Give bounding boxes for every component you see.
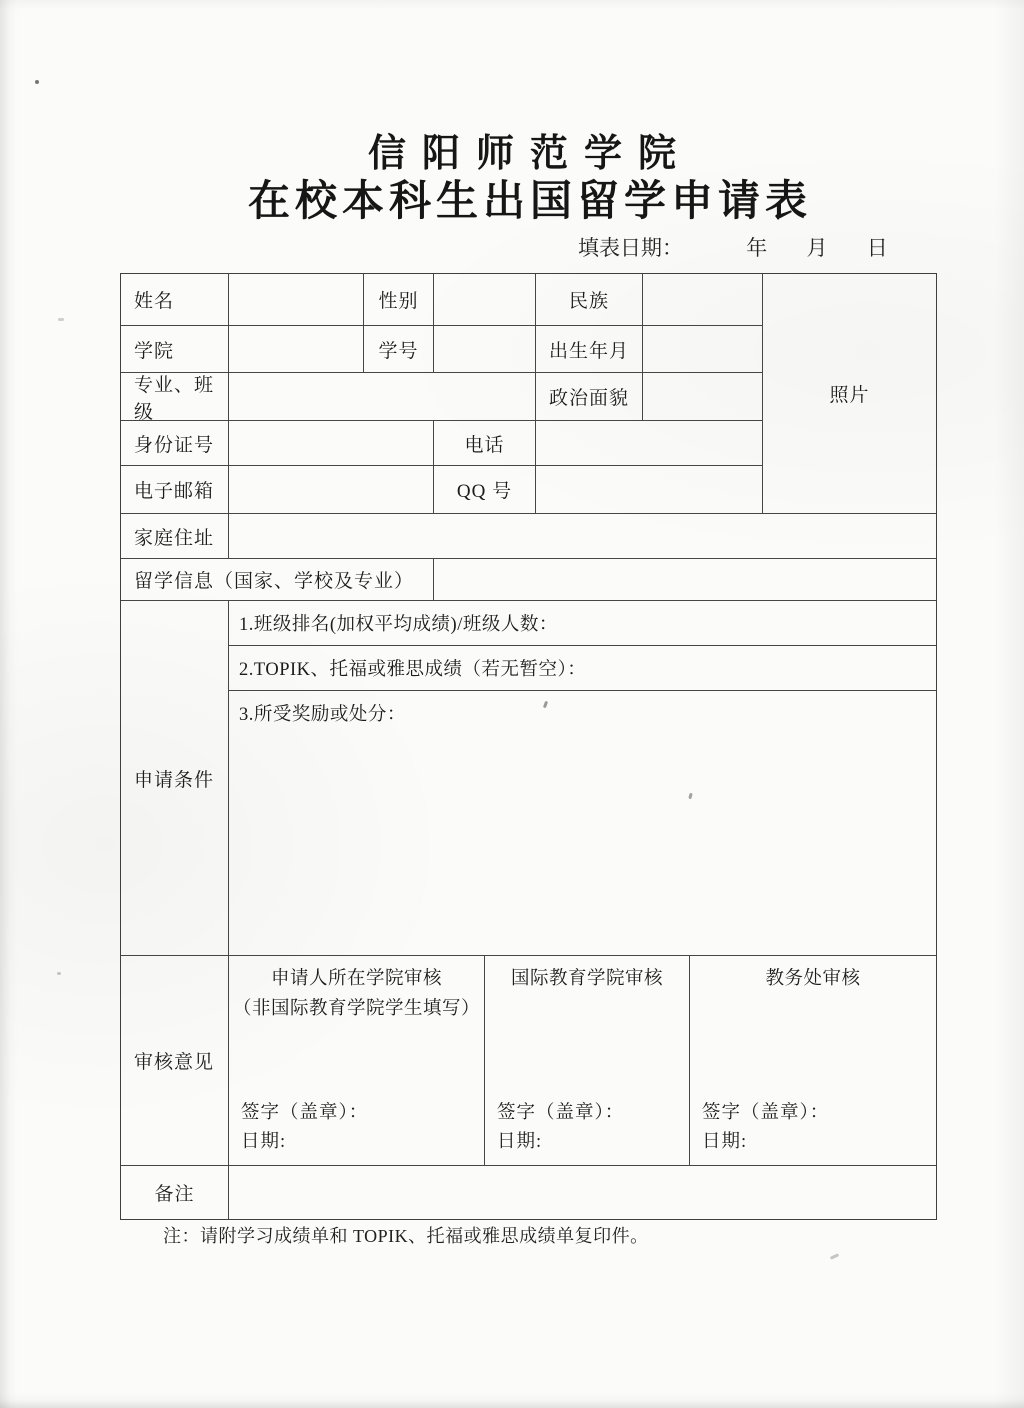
student-id-label-cell: 学号	[364, 326, 434, 373]
review-label-cell: 审核意见	[121, 956, 229, 1166]
condition-item-1: 1.班级排名(加权平均成绩)/班级人数：	[229, 601, 936, 646]
date-year-label: 年	[746, 236, 768, 260]
college-label-cell: 学院	[121, 326, 229, 373]
date-month-label: 月	[806, 236, 828, 260]
form-subtitle: 在校本科生出国留学申请表	[247, 179, 812, 225]
fill-date-label: 填表日期：	[578, 236, 683, 260]
scan-artifact-dot	[830, 1253, 839, 1260]
form-title: 信阳师范学院	[367, 133, 692, 175]
remarks-label-cell: 备注	[121, 1166, 229, 1219]
ethnicity-label-cell: 民族	[536, 274, 643, 326]
scan-artifact-dot	[35, 80, 39, 84]
review-sign-block	[690, 1099, 936, 1157]
birth-value-cell	[643, 326, 763, 373]
student-id-value-cell	[434, 326, 536, 373]
condition-item-2: 2.TOPIK、托福或雅思成绩（若无暂空）：	[229, 646, 936, 691]
abroad-info-label-cell: 留学信息（国家、学校及专业）	[121, 559, 434, 601]
review-header-line2: （非国际教育学院学生填写）	[232, 999, 480, 1019]
gender-label-cell: 性别	[364, 274, 434, 326]
id-number-value-cell	[229, 421, 434, 466]
qq-value-cell	[536, 466, 763, 514]
id-number-label-cell: 身份证号	[121, 421, 229, 466]
review-column-academic-affairs	[690, 956, 936, 1166]
conditions-label-cell: 申请条件	[121, 601, 229, 956]
sign-date-label: 日期:	[241, 1132, 287, 1152]
birth-label-cell: 出生年月	[536, 326, 643, 373]
name-label-cell: 姓名	[121, 274, 229, 326]
sign-seal-label: 签字（盖章）：	[241, 1103, 369, 1123]
major-class-label-cell: 专业、班级	[121, 373, 229, 421]
email-value-cell	[229, 466, 434, 514]
fill-date-line	[578, 232, 888, 262]
sign-seal-label: 签字（盖章）：	[497, 1103, 625, 1123]
ethnicity-value-cell	[643, 274, 763, 326]
sign-date-label: 日期:	[702, 1132, 748, 1152]
sign-date-label: 日期:	[497, 1132, 543, 1152]
address-label-cell: 家庭住址	[121, 514, 229, 559]
photo-cell: 照片	[763, 274, 936, 514]
footnote: 注：请附学习成绩单和 TOPIK、托福或雅思成绩单复印件。	[163, 1226, 649, 1246]
address-value-cell	[229, 514, 936, 559]
review-column-international-college	[485, 956, 690, 1166]
political-value-cell	[643, 373, 763, 421]
scan-artifact-dot	[58, 318, 64, 321]
review-header	[690, 964, 936, 994]
major-class-value-cell	[229, 373, 536, 421]
review-header-line1: 申请人所在学院审核	[270, 969, 442, 989]
review-header-line1: 国际教育学院审核	[510, 969, 663, 989]
qq-label-cell: QQ 号	[434, 466, 536, 514]
gender-value-cell	[434, 274, 536, 326]
review-column-applicant-college	[229, 956, 485, 1166]
email-label-cell: 电子邮箱	[121, 466, 229, 514]
phone-value-cell	[536, 421, 763, 466]
name-value-cell	[229, 274, 364, 326]
review-header	[485, 964, 689, 994]
review-header	[229, 964, 484, 1024]
sign-seal-label: 签字（盖章）：	[702, 1103, 830, 1123]
college-value-cell	[229, 326, 364, 373]
abroad-info-value-cell	[434, 559, 936, 601]
scan-artifact-dot	[57, 972, 61, 975]
condition-item-3: 3.所受奖励或处分：	[229, 691, 936, 956]
review-header-line1: 教务处审核	[765, 969, 861, 989]
political-label-cell: 政治面貌	[536, 373, 643, 421]
date-day-label: 日	[866, 236, 888, 260]
remarks-value-cell	[229, 1166, 936, 1219]
phone-label-cell: 电话	[434, 421, 536, 466]
review-sign-block	[485, 1099, 689, 1157]
review-sign-block	[229, 1099, 484, 1157]
application-form-table	[120, 273, 937, 1220]
